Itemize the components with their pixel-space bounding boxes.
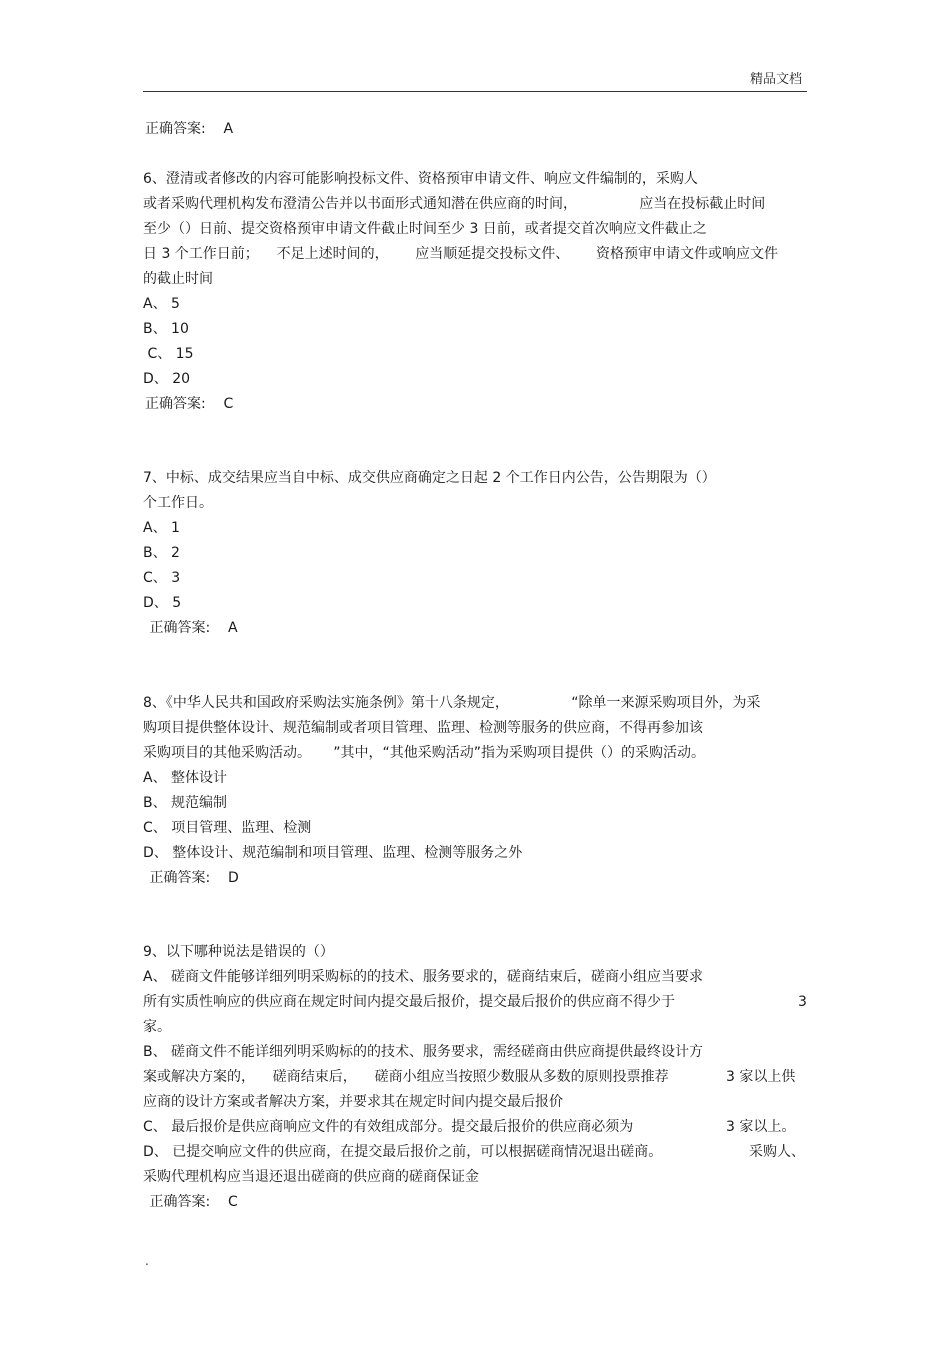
question-6-stem-line: 日 3 个工作日前； 不足上述时间的， 应当顺延提交投标文件、 资格预审申请文件或响应文件 (143, 246, 779, 262)
question-9-line: 案或解决方案的， 磋商结束后， 磋商小组应当按照少数服从多数的原则投票推荐 (143, 1069, 669, 1085)
question-9-line: B、 磋商文件不能详细列明采购标的的技术、服务要求，需经磋商由供应商提供最终设计方 (143, 1044, 704, 1060)
question-9-line-tail: 3 家以上供 (726, 1069, 796, 1085)
question-8-stem-line: 8、《中华人民共和国政府采购法实施条例》第十八条规定， “除单一来源采购项目外，为采 (143, 695, 761, 711)
question-7-option-d: D、 5 (143, 595, 182, 611)
question-8-option-a: A、 整体设计 (143, 770, 228, 786)
question-8-answer: 正确答案: D (145, 870, 239, 886)
question-8-option-d: D、 整体设计、规范编制和项目管理、监理、检测等服务之外 (143, 845, 523, 861)
question-9-line: 家。 (143, 1019, 171, 1035)
question-9-answer: 正确答案: C (145, 1194, 238, 1210)
previous-answer: 正确答案: A (145, 121, 234, 137)
question-6-stem-line: 或者采购代理机构发布澄清公告并以书面形式通知潜在供应商的时间， 应当在投标截止时间 (143, 196, 766, 212)
question-8-stem-line: 采购项目的其他采购活动。 ”其中，“其他采购活动”指为采购项目提供（）的采购活动。 (143, 745, 706, 761)
question-9-line: 应商的设计方案或者解决方案，并要求其在规定时间内提交最后报价 (143, 1094, 563, 1110)
question-9-line-tail: 3 家以上。 (726, 1119, 796, 1135)
question-6-option-d: D、 20 (143, 371, 191, 387)
page-header-label: 精品文档 (749, 72, 802, 87)
question-7-option-b: B、 2 (143, 545, 180, 561)
question-6-stem-line: 至少（）日前、提交资格预审申请文件截止时间至少 3 日前，或者提交首次响应文件截止之 (143, 221, 707, 237)
question-6-option-b: B、 10 (143, 321, 189, 337)
question-7-answer: 正确答案: A (145, 620, 238, 636)
question-9-line: C、 最后报价是供应商响应文件的有效组成部分。提交最后报价的供应商必须为 (143, 1119, 634, 1135)
footer-mark: . (145, 1254, 149, 1268)
question-6-option-c: C、 15 (143, 346, 194, 362)
question-9-stem: 9、以下哪种说法是错误的（） (143, 944, 334, 960)
question-8-option-c: C、 项目管理、监理、检测 (143, 820, 312, 836)
question-6-stem-line: 的截止时间 (143, 271, 213, 287)
question-9-line: A、 磋商文件能够详细列明采购标的的技术、服务要求的，磋商结束后，磋商小组应当要求 (143, 969, 704, 985)
question-9-line-tail: 3 (798, 994, 807, 1010)
question-7-stem-line: 个工作日。 (143, 495, 213, 511)
question-6-option-a: A、 5 (143, 296, 180, 312)
question-8-option-b: B、 规范编制 (143, 795, 228, 811)
question-7-option-a: A、 1 (143, 520, 180, 536)
question-6-stem-line: 6、澄清或者修改的内容可能影响投标文件、资格预审申请文件、响应文件编制的，采购人 (143, 171, 698, 187)
question-9-line: D、 已提交响应文件的供应商，在提交最后报价之前，可以根据磋商情况退出磋商。 (143, 1144, 663, 1160)
header-rule (143, 91, 807, 92)
question-9-line: 所有实质性响应的供应商在规定时间内提交最后报价，提交最后报价的供应商不得少于 (143, 994, 675, 1010)
question-8-stem-line: 购项目提供整体设计、规范编制或者项目管理、监理、检测等服务的供应商，不得再参加该 (143, 720, 703, 736)
question-7-stem-line: 7、中标、成交结果应当自中标、成交供应商确定之日起 2 个工作日内公告，公告期限为（） (143, 470, 716, 486)
question-9-line-tail: 采购人、 (749, 1144, 805, 1160)
question-9-line: 采购代理机构应当退还退出磋商的供应商的磋商保证金 (143, 1169, 479, 1185)
question-6-answer: 正确答案: C (145, 396, 234, 412)
question-7-option-c: C、 3 (143, 570, 181, 586)
